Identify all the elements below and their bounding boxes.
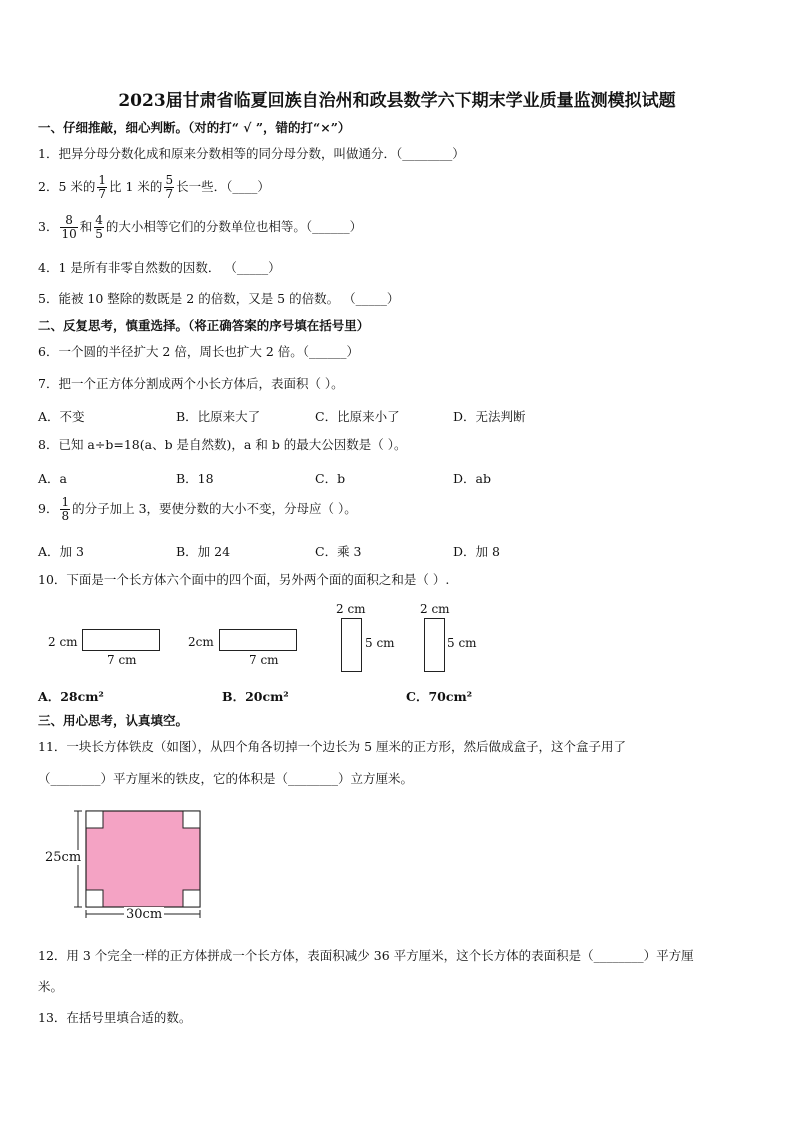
question-2-text-c: 长一些．（____）: [176, 179, 270, 194]
q8-option-c: C．b: [315, 471, 346, 486]
question-12-line-1: 12．用 3 个完全一样的正方体拼成一个长方体，表面积减少 36 平方厘米，这个长方体的表面积是（________）平方厘: [38, 948, 694, 963]
question-8: 8．已知 a÷b=18(a、b 是自然数)，a 和 b 的最大公因数是（ ）。: [38, 437, 407, 452]
q9-option-d: D．加 8: [453, 544, 500, 559]
fraction-1-7: $\frac{1}{7}$: [98, 173, 107, 201]
face1-height-label: 2 cm: [48, 635, 78, 649]
q7-option-d: D．无法判断: [453, 409, 526, 424]
section-3-heading: 三、用心思考，认真填空。: [38, 713, 189, 728]
face1-width-label: 7 cm: [107, 653, 137, 667]
q9-option-c: C．乘 3: [315, 544, 362, 559]
question-1: 1．把异分母分数化成和原来分数相等的同分母分数，叫做通分．（________）: [38, 146, 465, 161]
question-5: 5．能被 10 整除的数既是 2 的倍数，又是 5 的倍数。 （_____）: [38, 291, 400, 306]
fraction-1-8: $\frac{1}{8}$: [61, 495, 70, 523]
face3-side-label: 5 cm: [365, 636, 395, 650]
face4-top-label: 2 cm: [420, 602, 450, 616]
question-3-text-a: 3．: [38, 219, 59, 234]
question-7: 7．把一个正方体分割成两个小长方体后，表面积（ ）。: [38, 376, 344, 391]
question-2-text-b: 比 1 米的: [109, 179, 163, 194]
section-2-heading: 二、反复思考，慎重选择。（将正确答案的序号填在括号里）: [38, 318, 370, 333]
section-1-heading: 一、仔细推敲，细心判断。（对的打“ √ ”，错的打“×”）: [38, 120, 351, 135]
face2-height-label: 2cm: [188, 635, 214, 649]
question-10: 10．下面是一个长方体六个面中的四个面，另外两个面的面积之和是（ ）.: [38, 572, 450, 587]
question-9-text-b: 的分子加上 3，要使分数的大小不变，分母应（ ）。: [72, 501, 357, 516]
q8-option-a: A．a: [38, 471, 67, 486]
question-3-text-c: 的大小相等它们的分数单位也相等。（______）: [105, 219, 363, 234]
fraction-5-7: $\frac{5}{7}$: [165, 173, 174, 201]
corner-square-top-right: [183, 811, 200, 828]
question-12-line-2: 米。: [38, 979, 64, 994]
sheet-height-label: 25cm: [45, 850, 82, 865]
page-title: 2023届甘肃省临夏回族自治州和政县数学六下期末学业质量监测模拟试题: [118, 91, 676, 111]
face4-side-label: 5 cm: [447, 636, 477, 650]
question-2-text-a: 2．5 米的: [38, 179, 96, 194]
q9-option-a: A．加 3: [38, 544, 84, 559]
question-11-line-1: 11．一块长方体铁皮（如图），从四个角各切掉一个边长为 5 厘米的正方形，然后做成盒子，这个盒子用了: [38, 739, 627, 754]
q9-option-b: B．加 24: [176, 544, 231, 559]
q7-option-a: A．不变: [38, 409, 85, 424]
face3-top-label: 2 cm: [336, 602, 366, 616]
q7-option-c: C．比原来小了: [315, 409, 400, 424]
question-6: 6．一个圆的半径扩大 2 倍，周长也扩大 2 倍。（______）: [38, 344, 360, 359]
question-3-text-b: 和: [79, 219, 93, 234]
q8-option-b: B．18: [176, 471, 214, 486]
question-11-line-2: （________）平方厘米的铁皮，它的体积是（________）立方厘米。: [38, 771, 414, 786]
q10-option-c: C．70cm²: [406, 689, 473, 704]
fraction-4-5: $\frac{4}{5}$: [95, 213, 103, 241]
fraction-8-10: $\frac{8}{10}$: [61, 213, 77, 241]
q10-option-b: B．20cm²: [222, 689, 289, 704]
q10-option-a: A．28cm²: [38, 689, 104, 704]
question-13: 13．在括号里填合适的数。: [38, 1010, 192, 1025]
face2-width-label: 7 cm: [249, 653, 279, 667]
corner-square-bottom-right: [183, 890, 200, 907]
question-4: 4．1 是所有非零自然数的因数． （_____）: [38, 260, 281, 275]
q7-option-b: B．比原来大了: [176, 409, 261, 424]
corner-square-bottom-left: [86, 890, 103, 907]
q8-option-d: D．ab: [453, 471, 491, 486]
question-9-text-a: 9．: [38, 501, 59, 516]
sheet-width-label: 30cm: [126, 907, 163, 922]
corner-square-top-left: [86, 811, 103, 828]
